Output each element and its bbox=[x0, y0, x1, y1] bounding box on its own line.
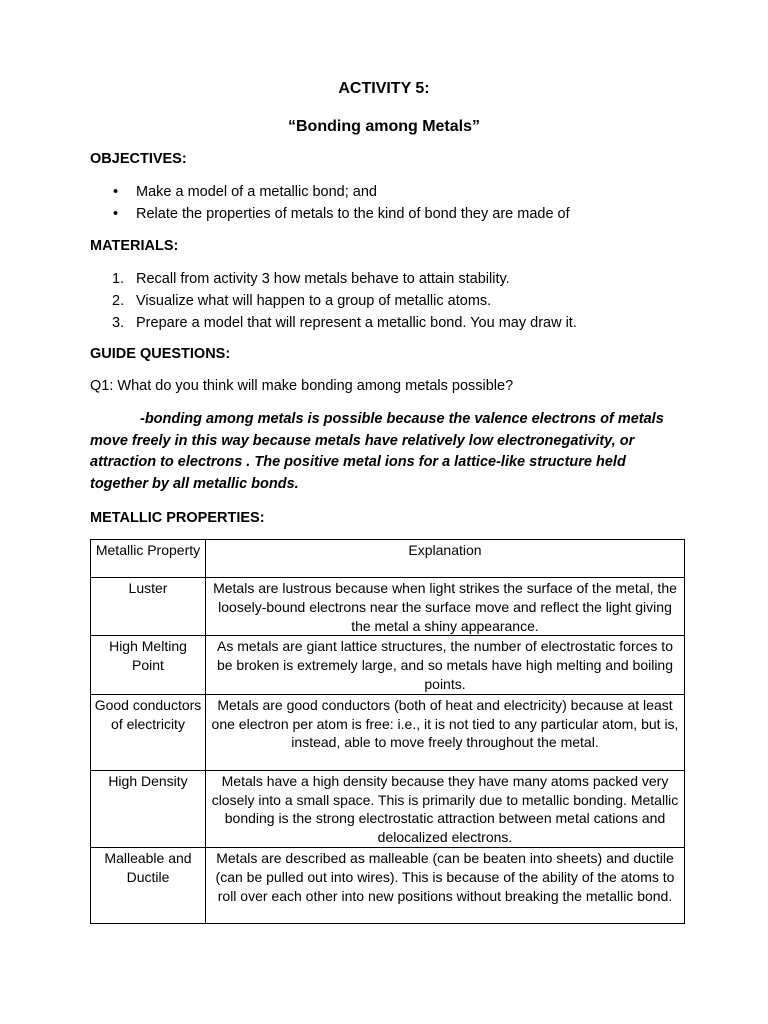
table-row bbox=[91, 694, 685, 770]
explanation-cell: Metals are good conductors (both of heat and electricity) because at least one electron per atom is free: i.e., it is not tied to any particular atom, but is, instead, able to move freely throughout the metal. bbox=[206, 694, 685, 770]
table-row bbox=[91, 847, 685, 923]
guide-questions-heading: GUIDE QUESTIONS: bbox=[90, 346, 231, 362]
objectives-list bbox=[90, 181, 710, 225]
explanation-cell: Metals are lustrous because when light strikes the surface of the metal, the loosely-bound electrons near the surface move and reflect the light giving the metal a shiny appearance. bbox=[206, 578, 685, 636]
table-row bbox=[91, 578, 685, 636]
answer-text: -bonding among metals is possible because the valence electrons of metals move freely in this way because metals have relatively low electronegativity, or attraction to electrons . The positive metal ions for a lattice-like structure held together by all metallic bonds. bbox=[90, 411, 664, 493]
activity-subtitle: “Bonding among Metals” bbox=[288, 118, 480, 135]
metallic-properties-heading: METALLIC PROPERTIES: bbox=[90, 510, 265, 526]
bullet-icon: • bbox=[113, 184, 119, 200]
property-cell: High Density bbox=[91, 770, 206, 847]
objectives-heading: OBJECTIVES: bbox=[90, 151, 187, 167]
header-property: Metallic Property bbox=[91, 540, 206, 578]
materials-heading: MATERIALS: bbox=[90, 238, 179, 254]
materials-list bbox=[90, 268, 710, 334]
metallic-properties-table bbox=[90, 539, 685, 924]
explanation-cell: Metals have a high density because they have many atoms packed very closely into a small space. This is primarily due to metallic bonding. Metallic bonding is the strong electrostatic attraction between metal cations and delocalized electrons. bbox=[206, 770, 685, 847]
objective-item: • Make a model of a metallic bond; and bbox=[90, 181, 710, 203]
guide-question-1: Q1: What do you think will make bonding among metals possible? bbox=[90, 378, 514, 394]
explanation-cell: As metals are giant lattice structures, the number of electrostatic forces to be broken is extremely large, and so metals have high melting and boiling points. bbox=[206, 636, 685, 694]
header-explanation: Explanation bbox=[206, 540, 685, 578]
activity-title: ACTIVITY 5: bbox=[338, 80, 430, 97]
property-cell: High Melting Point bbox=[91, 636, 206, 694]
bullet-icon: • bbox=[113, 206, 119, 222]
objective-item: • Relate the properties of metals to the kind of bond they are made of bbox=[90, 203, 710, 225]
material-item: 3. Prepare a model that will represent a metallic bond. You may draw it. bbox=[112, 315, 577, 331]
table-row bbox=[91, 770, 685, 847]
property-cell: Luster bbox=[91, 578, 206, 636]
table-row bbox=[91, 636, 685, 694]
table-header-row bbox=[91, 540, 685, 578]
property-cell: Good conductors of electricity bbox=[91, 694, 206, 770]
explanation-cell: Metals are described as malleable (can be beaten into sheets) and ductile (can be pulled out into wires). This is because of the ability of the atoms to roll over each other into new positions without breaking the metallic bond. bbox=[206, 847, 685, 923]
property-cell: Malleable and Ductile bbox=[91, 847, 206, 923]
material-item: 1. Recall from activity 3 how metals behave to attain stability. bbox=[112, 271, 510, 287]
material-item: 2. Visualize what will happen to a group of metallic atoms. bbox=[112, 293, 492, 309]
